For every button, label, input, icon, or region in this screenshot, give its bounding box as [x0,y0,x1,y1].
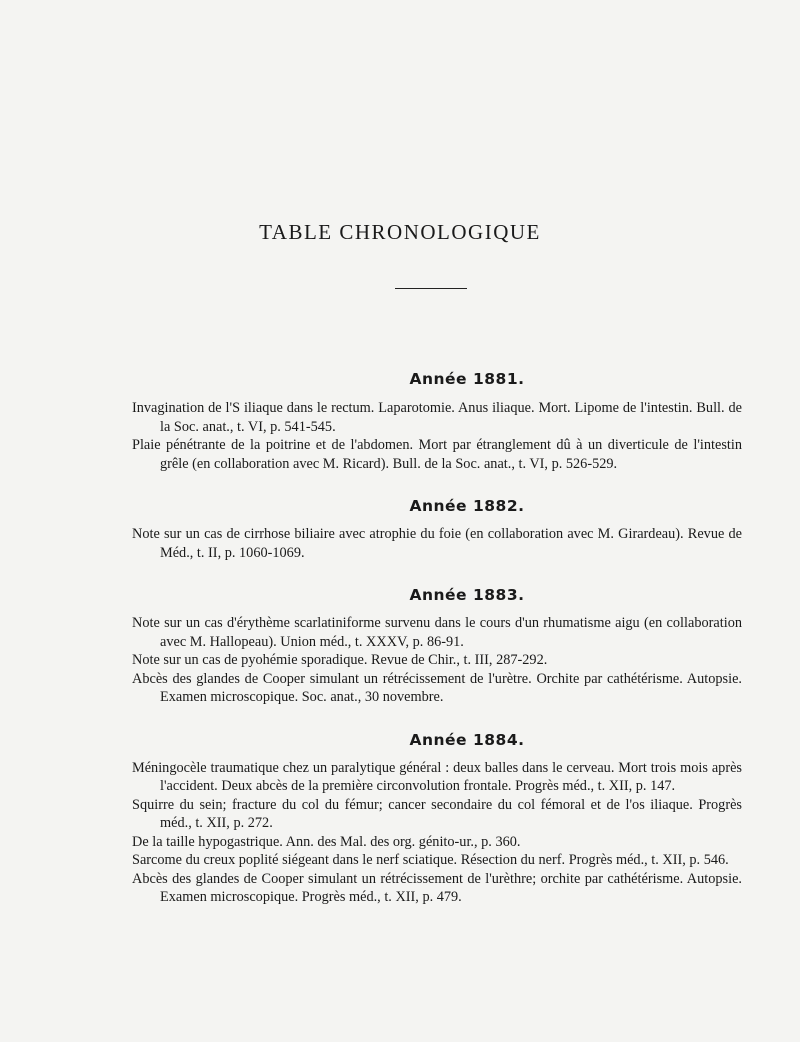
publication-entry: Note sur un cas de cirrhose biliaire avec atrophie du foie (en collaboration avec M. Girardeau). Revue de Méd., t. II, p. 1060-1069. [132,526,742,561]
year-entries-1884 [132,759,742,907]
publication-entry: Abcès des glandes de Cooper simulant un rétrécissement de l'urèthre; orchite par cathétérisme. Autopsie. Examen microscopique. Progrès méd., t. XII, p. 479. [132,870,742,905]
publication-entry: Abcès des glandes de Cooper simulant un rétrécissement de l'urètre. Orchite par cathétérisme. Autopsie. Examen microscopique. Soc. anat., 30 novembre. [132,670,742,705]
year-heading-1881: Année 1881. [409,370,525,388]
year-heading-1884: Année 1884. [409,730,525,749]
year-heading-1882: Année 1882. [409,497,525,515]
publication-entry: Note sur un cas de pyohémie sporadique. Revue de Chir., t. III, 287-292. [132,652,548,668]
publication-entry: Squirre du sein; fracture du col du fémur; cancer secondaire du col fémoral et de l'os iliaque. Progrès méd., t. XII, p. 272. [132,796,742,831]
publication-entry: Note sur un cas d'érythème scarlatiniforme survenu dans le cours d'un rhumatisme aigu (en collaboration avec M. Hallopeau). Union méd., t. XXXV, p. 86-91. [132,615,742,650]
publication-entry: Méningocèle traumatique chez un paralytique général : deux balles dans le cerveau. Mort trois mois après l'accident. Deux abcès de la première circonvolution frontale. Progrès méd., t. XII, p. 147. [132,759,742,794]
year-entries-1882 [132,525,742,562]
chronological-list [132,370,742,931]
publication-entry: Invagination de l'S iliaque dans le rectum. Laparotomie. Anus iliaque. Mort. Lipome de l'intestin. Bull. de la Soc. anat., t. VI, p. 541-545. [132,400,742,435]
page-title: TABLE CHRONOLOGIQUE [259,220,541,244]
year-heading-1883: Année 1883. [409,586,525,604]
year-entries-1881 [132,399,742,473]
publication-entry: Sarcome du creux poplité siégeant dans le nerf sciatique. Résection du nerf. Progrès méd., t. XII, p. 546. [132,852,729,868]
publication-entry: De la taille hypogastrique. Ann. des Mal. des org. génito-ur., p. 360. [132,833,521,850]
title-rule [395,288,467,289]
year-entries-1883 [132,614,742,707]
publication-entry: Plaie pénétrante de la poitrine et de l'abdomen. Mort par étranglement dû à un diverticule de l'intestin grêle (en collaboration avec M. Ricard). Bull. de la Soc. anat., t. VI, p. 526-529. [132,437,742,472]
